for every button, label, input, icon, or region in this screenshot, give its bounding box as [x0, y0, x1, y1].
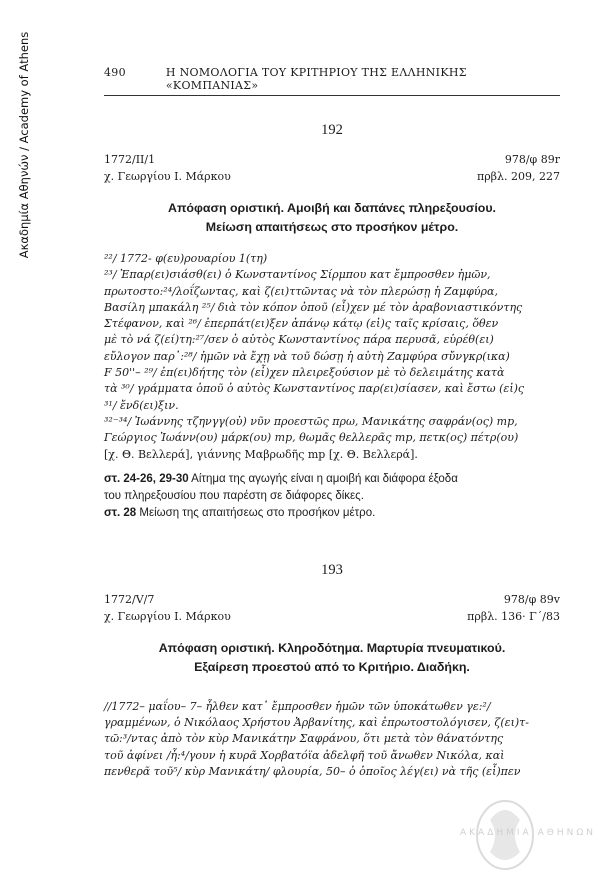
- entry-title-line: Μείωση απαιτήσεως στο προσήκον μέτρο.: [205, 220, 459, 234]
- note-line: [104, 488, 560, 505]
- note-text: Μείωση της απαιτήσεως στο προσήκον μέτρο.: [136, 506, 376, 519]
- entry-date: 1772/ΙΙ/1: [104, 153, 156, 166]
- academy-watermark: [430, 790, 596, 880]
- text-line: τοῦ ἀφίνει /ἦ:⁴/γουν ἡ κυρᾶ Χορβατόϊα ἀδελφῆ τοῦ ἄνωθεν Νικόλα, καὶ: [104, 748, 505, 762]
- text-line: πενθερᾶ τοῦ⁵/ κὺρ Μανικάτη/ φλουρία, 50– ὁ ὁποῖος λέγ(ει) νὰ τῆς (εἶ)πεν: [104, 765, 521, 779]
- entry-ref: 978/φ 89v: [503, 592, 560, 606]
- text-line: Βασίλη μπακάλη ²⁵/ διὰ τὸν κόπον ὁποῦ (εἶ)χεν μέ τὸν ἀραβονιαστικόντης: [104, 300, 523, 314]
- entry-ref: 978/φ 89r: [504, 153, 560, 166]
- sidebar-credit: [14, 31, 34, 259]
- text-line: πρωτοστο:²⁴/λοΐζωντας, καὶ ζ(ει)ττῶντας νὰ τὸν πλερώσῃ ἡ Ζαμφύρα,: [104, 284, 498, 298]
- entry-crossref: πρβλ. 136· Γ΄/83: [467, 609, 560, 623]
- text-line: μὲ τὸ νά ζ(εί)τη:²⁷/σεν ὁ αὐτὸς Κωνσταντίνος πάρα περυσᾶ, εὑρέθ(ει): [104, 333, 494, 347]
- entry-title: [104, 199, 560, 237]
- entry-text: [104, 699, 560, 780]
- text-line: εὔλογον παρ᾽:²⁸/ ἡμῶν νὰ ἔχῃ νὰ τοῦ δώσῃ ἡ αὐτὴ Ζαμφύρα σὔνγκρ(ικα): [104, 349, 510, 363]
- note-text: Αίτημα της αγωγής είναι η αμοιβή και διάφορα έξοδα: [188, 472, 458, 485]
- running-header: [104, 66, 560, 96]
- entry-meta: [104, 151, 560, 185]
- entry-title-line: Εξαίρεση προεστού από το Κριτήριο. Διαδήκη.: [194, 659, 470, 674]
- note-label: στ. 24-26, 29-30: [104, 472, 189, 485]
- note-label: στ. 28: [104, 506, 137, 519]
- entry-scribe: χ. Γεωργίου Ι. Μάρκου: [104, 170, 231, 183]
- entry-crossref: πρβλ. 209, 227: [476, 170, 560, 183]
- text-line: ²²/ 1772- φ(ευ)ρουαρίου 1(τη): [104, 252, 268, 265]
- watermark-text: ΑΚΑΔΗΜΙΑ ΑΘΗΝΩΝ: [460, 828, 596, 838]
- page: [104, 66, 560, 780]
- entry-notes: [104, 471, 560, 522]
- entry-title: [104, 639, 560, 677]
- text-line: τῶ:³/ντας ἀπὸ τὸν κὺρ Μανικάτην Σαφράνου, ὅτι μετὰ τὸν θάνατόντης: [104, 732, 504, 746]
- sidebar-credit-text: Ακαδημία Αθηνών / Academy of Athens: [17, 31, 31, 259]
- entry-title-line: Απόφαση οριστική. Αμοιβή και δαπάνες πληρεξουσίου.: [168, 201, 496, 215]
- text-line: [χ. Θ. Βελλερά], γιάννης Μαβρωδῆς mp [χ. Θ. Βελλερά].: [104, 447, 418, 461]
- text-line: Στέφανον, καὶ ²⁶/ ἐπερπάτ(ει)ξεν ἀπάνῳ κάτῳ (εἰ)ς ταῖς κρίσαις, ὅθεν: [104, 317, 499, 331]
- page-number: 490: [104, 66, 126, 79]
- entry-scribe: χ. Γεωργίου Ι. Μάρκου: [104, 609, 231, 623]
- entry-meta: [104, 591, 560, 625]
- entry-title-line: Απόφαση οριστική. Κληροδότημα. Μαρτυρία πνευματικού.: [158, 640, 506, 655]
- entry-date: 1772/V/7: [104, 592, 155, 606]
- entry-number: 193: [321, 561, 343, 578]
- text-line: ²³/ Ἐπαρ(ει)σιάσθ(ει) ὁ Κωνσταντίνος Σίρμπου κατ ἔμπροσθεν ἡμῶν,: [104, 268, 491, 282]
- text-line: F 50''– ²⁹/ ἐπ(ει)δήτης τὸν (εἶ)χεν πλειρεξούσιον μὲ τὸ δελειμάτης κατὰ: [104, 366, 505, 380]
- text-line: τὰ ³⁰/ γράμματα ὁποῦ ὁ αὐτὸς Κωνσταντίνος παρ(ει)σίασεν, καὶ ἔστω (εἰ)ς: [104, 382, 525, 396]
- note-line: [104, 505, 560, 522]
- text-line: Γεώργιος Ἰωάνν(ου) μάρκ(ου) mp, θωμᾶς θελλερᾶς mp, πετκ(ος) πέτρ(ου): [104, 431, 519, 445]
- text-line: //1772– μαΐου– 7– ἦλθεν κατ᾽ ἔμπροσθεν ἡμῶν τῶν ὑποκάτωθεν γε:²/: [104, 699, 491, 713]
- note-line: [104, 471, 560, 488]
- running-title: Η ΝΟΜΟΛΟΓΙΑ ΤΟΥ ΚΡΙΤΗΡΙΟΥ ΤΗΣ ΕΛΛΗΝΙΚΗΣ «ΚΟΜΠΑΝΙΑΣ»: [165, 66, 467, 92]
- entry-number: 192: [321, 122, 343, 138]
- note-text: του πληρεξουσίου που παρέστη σε διάφορες δίκες.: [104, 489, 364, 502]
- text-line: γραμμένων, ὁ Νικόλαος Χρήστου Ἀρβανίτης, καὶ ἐπρωτοστολόγισεν, ζ(ει)τ-: [104, 716, 529, 730]
- text-line: ³²⁻³⁴/ Ἰωάννης τζηνγγ(οὐ) νῦν προεστῶς πρω, Μανικάτης σαφράν(ος) mp,: [104, 414, 518, 428]
- text-line: ³¹/ ἔνδ(ει)ξιν.: [104, 398, 179, 412]
- entry-text: [104, 251, 560, 463]
